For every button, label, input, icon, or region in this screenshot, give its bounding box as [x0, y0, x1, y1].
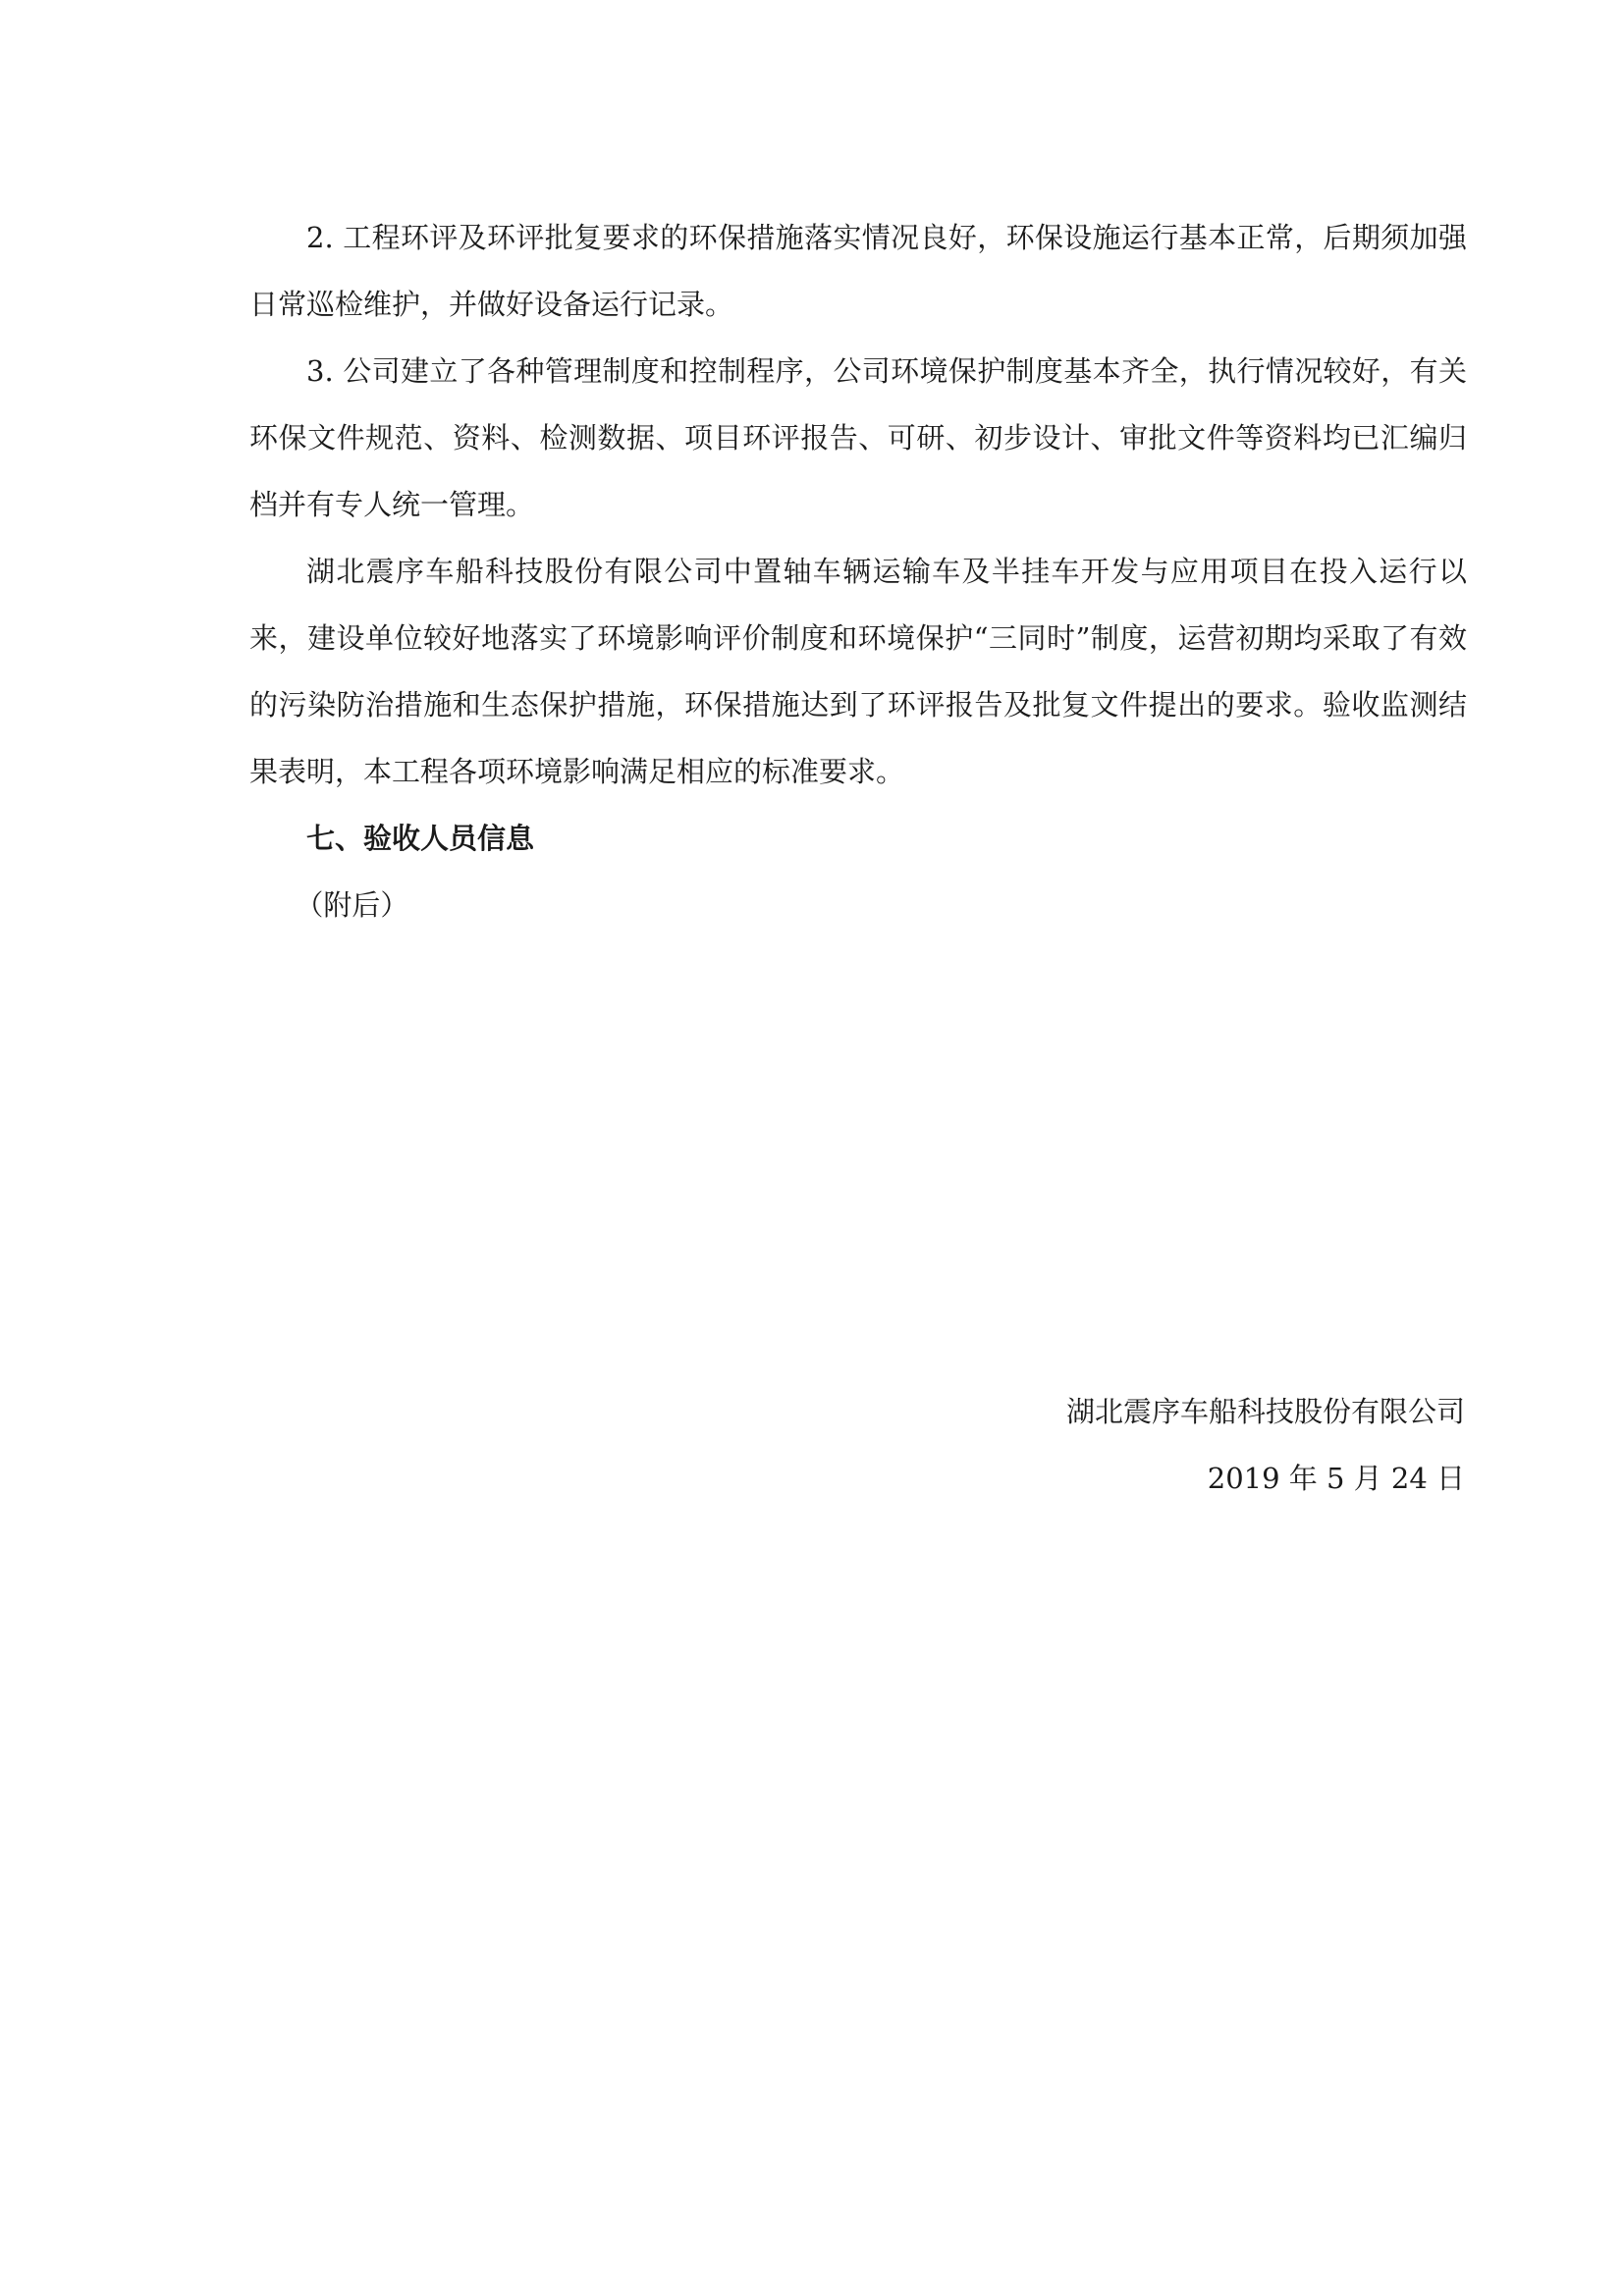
document-body: [249, 204, 1467, 938]
paragraph-item-2: 2. 工程环评及环评批复要求的环保措施落实情况良好，环保设施运行基本正常，后期须加强日常巡检维护，并做好设备运行记录。: [249, 221, 1467, 321]
signature-date: 2019 年 5 月 24 日: [1207, 1462, 1465, 1495]
signature-block: [1066, 1378, 1465, 1512]
section-heading-acceptance-personnel: 七、验收人员信息: [306, 822, 535, 855]
paragraph-item-3: 3. 公司建立了各种管理制度和控制程序，公司环境保护制度基本齐全，执行情况较好，有关环保文件规范、资料、检测数据、项目环评报告、可研、初步设计、审批文件等资料均已汇编归档并有专人统一管理。: [249, 354, 1467, 521]
attachment-note: （附后）: [295, 888, 409, 922]
conclusion-paragraph: 湖北震序车船科技股份有限公司中置轴车辆运输车及半挂车开发与应用项目在投入运行以来，建设单位较好地落实了环境影响评价制度和环境保护“三同时”制度，运营初期均采取了有效的污染防治措施和生态保护措施，环保措施达到了环评报告及批复文件提出的要求。验收监测结果表明，本工程各项环境影响满足相应的标准要求。: [249, 555, 1467, 788]
signature-company: 湖北震序车船科技股份有限公司: [1065, 1395, 1465, 1428]
